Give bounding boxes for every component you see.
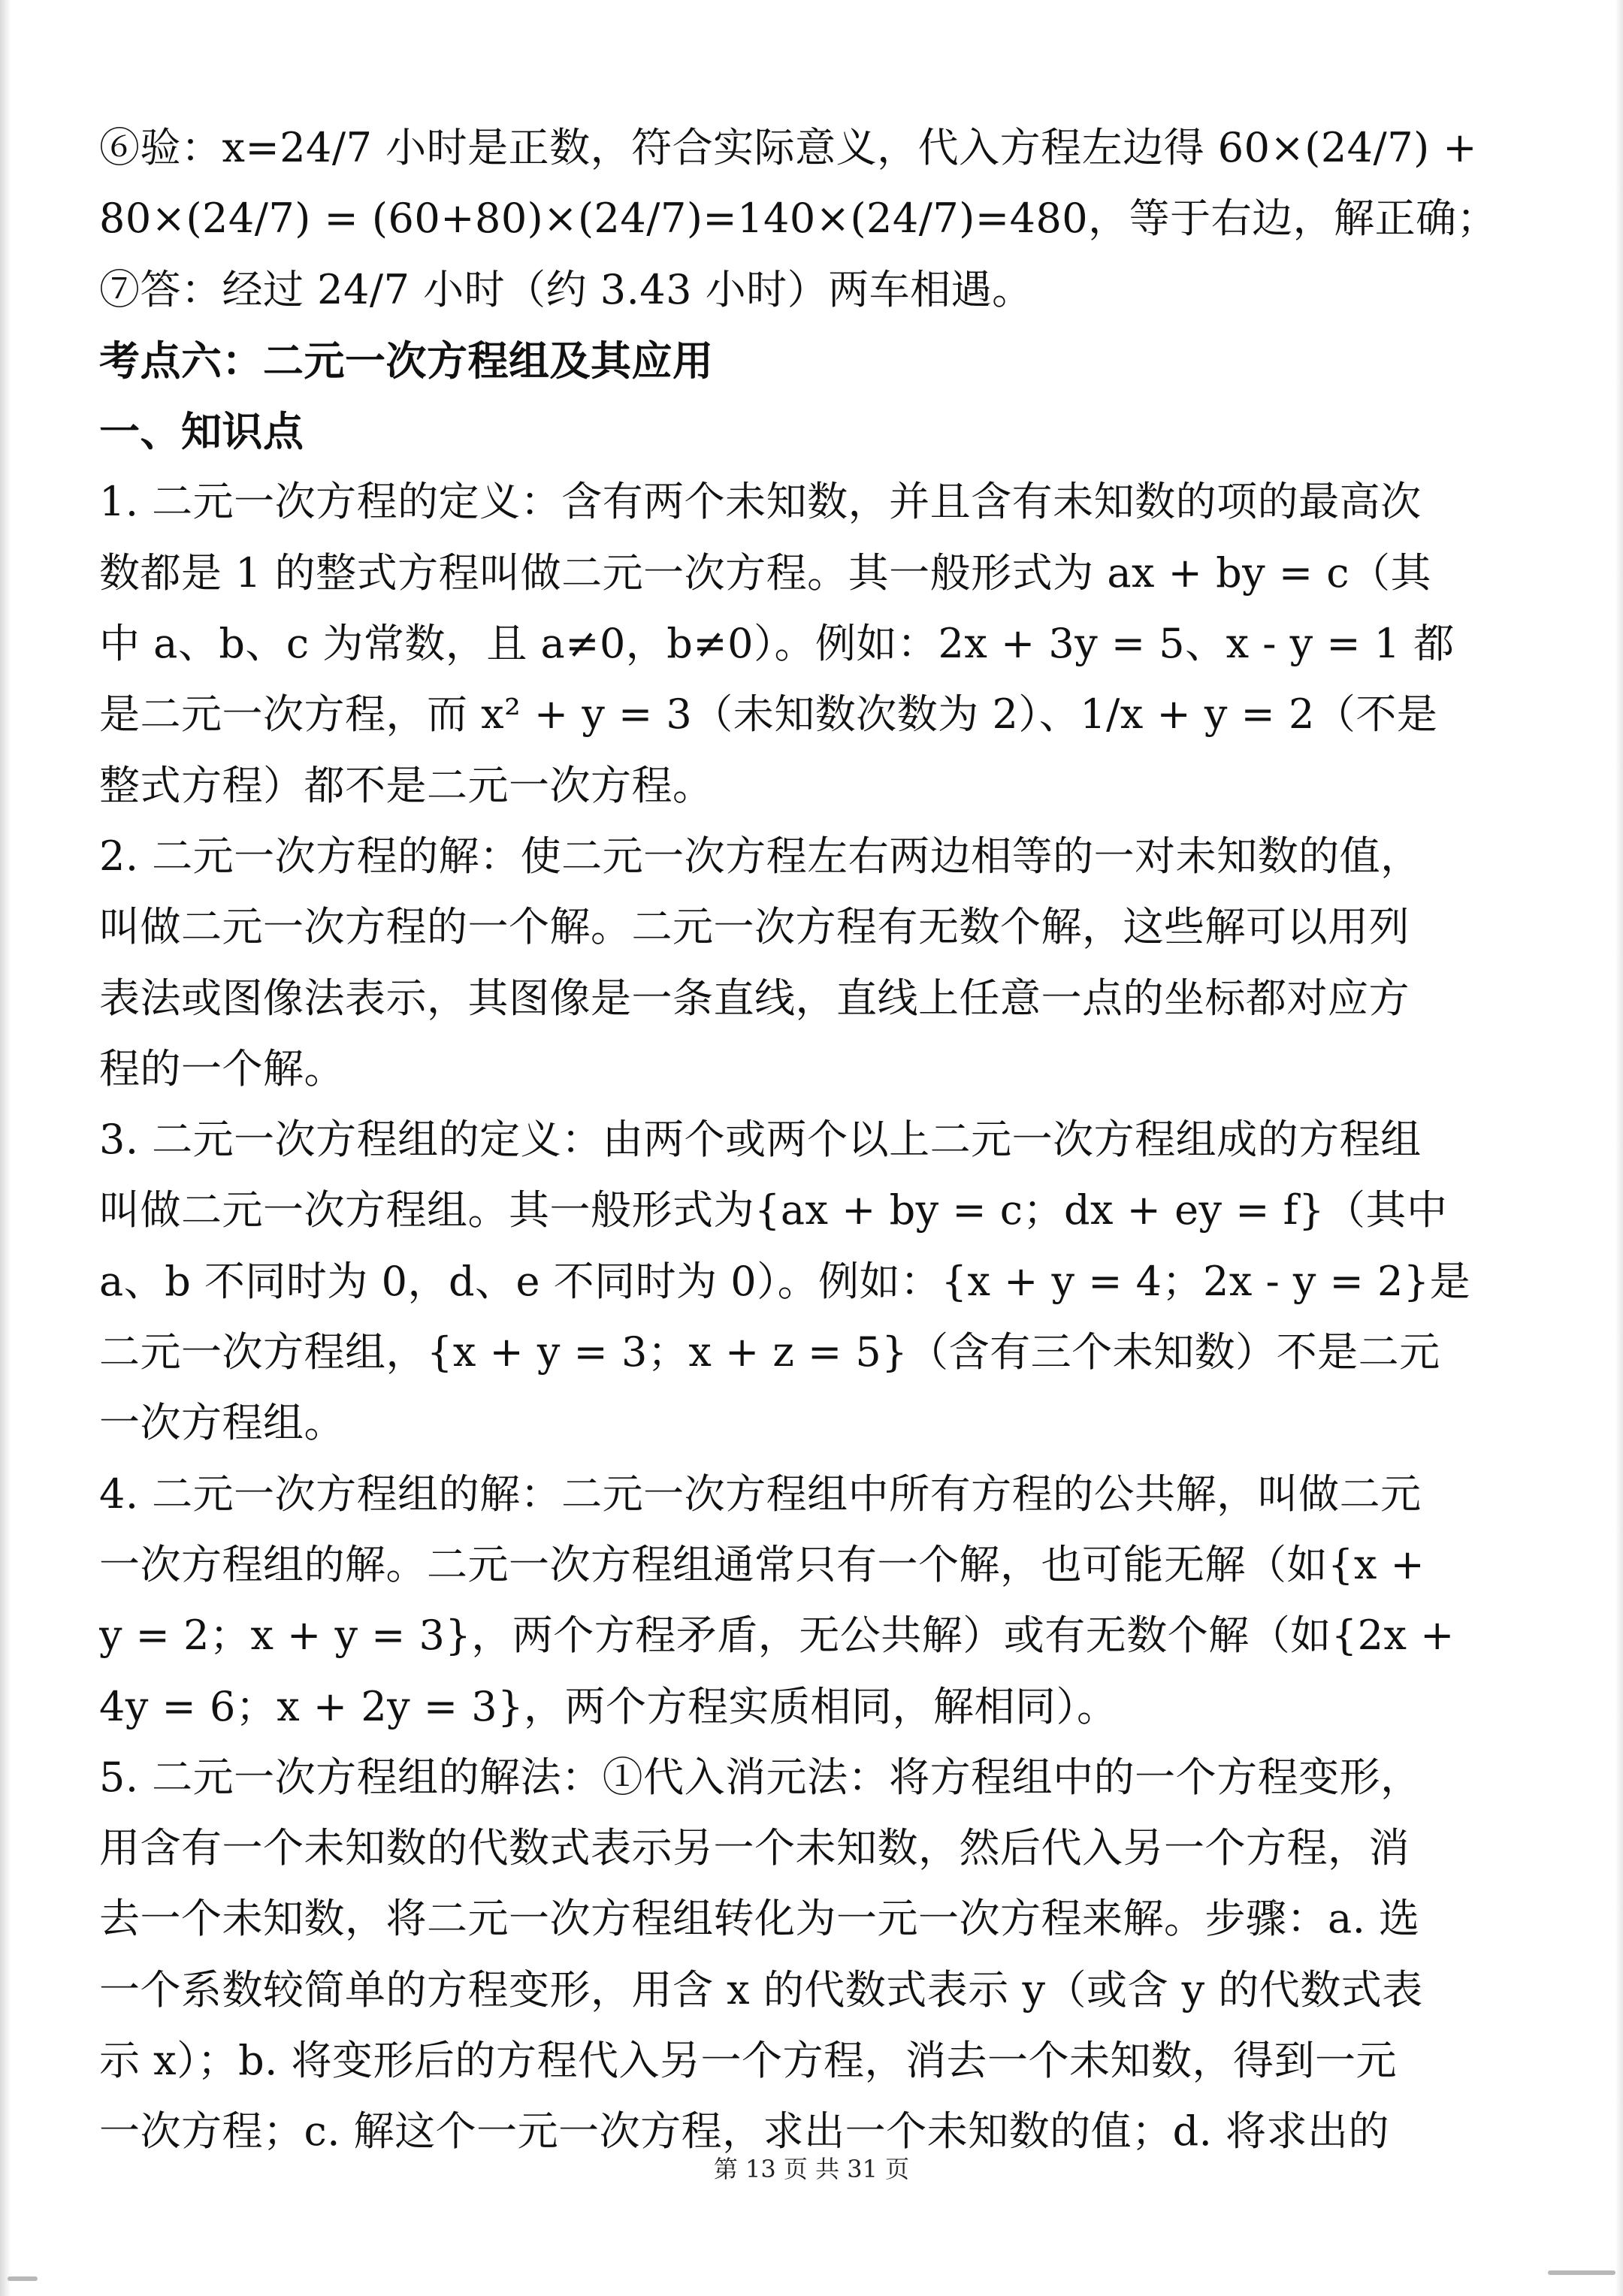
text-line: 4y = 6；x + 2y = 3}，两个方程实质相同，解相同）。 bbox=[99, 1682, 1118, 1730]
text-line: 整式方程）都不是二元一次方程。 bbox=[99, 761, 714, 809]
text-line: 1. 二元一次方程的定义：含有两个未知数，并且含有未知数的项的最高次 bbox=[99, 478, 1422, 526]
text-line: 二元一次方程组，{x + y = 3；x + z = 5}（含有三个未知数）不是二元 bbox=[99, 1328, 1440, 1376]
scan-mark-bottom-left bbox=[8, 2276, 38, 2281]
scan-shadow-left bbox=[0, 0, 11, 2296]
text-line: 数都是 1 的整式方程叫做二元一次方程。其一般形式为 ax + by = c（其 bbox=[99, 548, 1431, 597]
scan-shadow-right bbox=[1615, 0, 1623, 2296]
text-line: 去一个未知数，将二元一次方程组转化为一元一次方程来解。步骤：a. 选 bbox=[99, 1895, 1420, 1943]
text-line: 5. 二元一次方程组的解法：①代入消元法：将方程组中的一个方程变形， bbox=[99, 1753, 1422, 1801]
text-line: 一次方程；c. 解这个一元一次方程，求出一个未知数的值；d. 将求出的 bbox=[99, 2107, 1389, 2156]
text-line: 是二元一次方程，而 x² + y = 3（未知数次数为 2）、1/x + y = 2（不是 bbox=[99, 690, 1438, 739]
text-line: ⑦答：经过 24/7 小时（约 3.43 小时）两车相遇。 bbox=[99, 265, 1033, 313]
text-line: y = 2；x + y = 3}，两个方程矛盾，无公共解）或有无数个解（如{2x + bbox=[99, 1612, 1455, 1660]
section-heading: 考点六：二元一次方程组及其应用 bbox=[99, 336, 714, 385]
text-line: 程的一个解。 bbox=[99, 1044, 345, 1092]
text-line: 中 a、b、c 为常数，且 a≠0，b≠0）。例如：2x + 3y = 5、x - y = 1 都 bbox=[99, 620, 1455, 668]
text-line: 表法或图像法表示，其图像是一条直线，直线上任意一点的坐标都对应方 bbox=[99, 974, 1410, 1022]
text-line: 4. 二元一次方程组的解：二元一次方程组中所有方程的公共解，叫做二元 bbox=[99, 1470, 1422, 1518]
text-line: ⑥验：x=24/7 小时是正数，符合实际意义，代入方程左边得 60×(24/7) + bbox=[99, 124, 1478, 171]
text-line: 用含有一个未知数的代数式表示另一个未知数，然后代入另一个方程，消 bbox=[99, 1824, 1410, 1872]
text-line: 示 x）；b. 将变形后的方程代入另一个方程，消去一个未知数，得到一元 bbox=[99, 2037, 1398, 2085]
text-line: a、b 不同时为 0，d、e 不同时为 0）。例如：{x + y = 4；2x - y = 2}是 bbox=[99, 1257, 1471, 1305]
text-line: 一次方程组。 bbox=[99, 1399, 345, 1447]
text-line: 2. 二元一次方程的解：使二元一次方程左右两边相等的一对未知数的值， bbox=[99, 832, 1422, 880]
subsection-heading: 一、知识点 bbox=[99, 407, 304, 456]
text-line: 80×(24/7) = (60+80)×(24/7)=140×(24/7)=480，等于右边，解正确； bbox=[99, 195, 1498, 243]
text-line: 叫做二元一次方程组。其一般形式为{ax + by = c；dx + ey = f}（其中 bbox=[99, 1186, 1448, 1234]
text-line: 一次方程组的解。二元一次方程组通常只有一个解，也可能无解（如{x + bbox=[99, 1540, 1425, 1588]
page-number-footer: 第 13 页 共 31 页 bbox=[713, 2155, 910, 2183]
text-line: 一个系数较简单的方程变形，用含 x 的代数式表示 y（或含 y 的代数式表 bbox=[99, 1965, 1423, 2014]
scan-mark-bottom-right bbox=[1548, 2270, 1615, 2275]
text-line: 叫做二元一次方程的一个解。二元一次方程有无数个解，这些解可以用列 bbox=[99, 903, 1410, 951]
document-body bbox=[99, 113, 1527, 2168]
text-line: 3. 二元一次方程组的定义：由两个或两个以上二元一次方程组成的方程组 bbox=[99, 1116, 1422, 1164]
